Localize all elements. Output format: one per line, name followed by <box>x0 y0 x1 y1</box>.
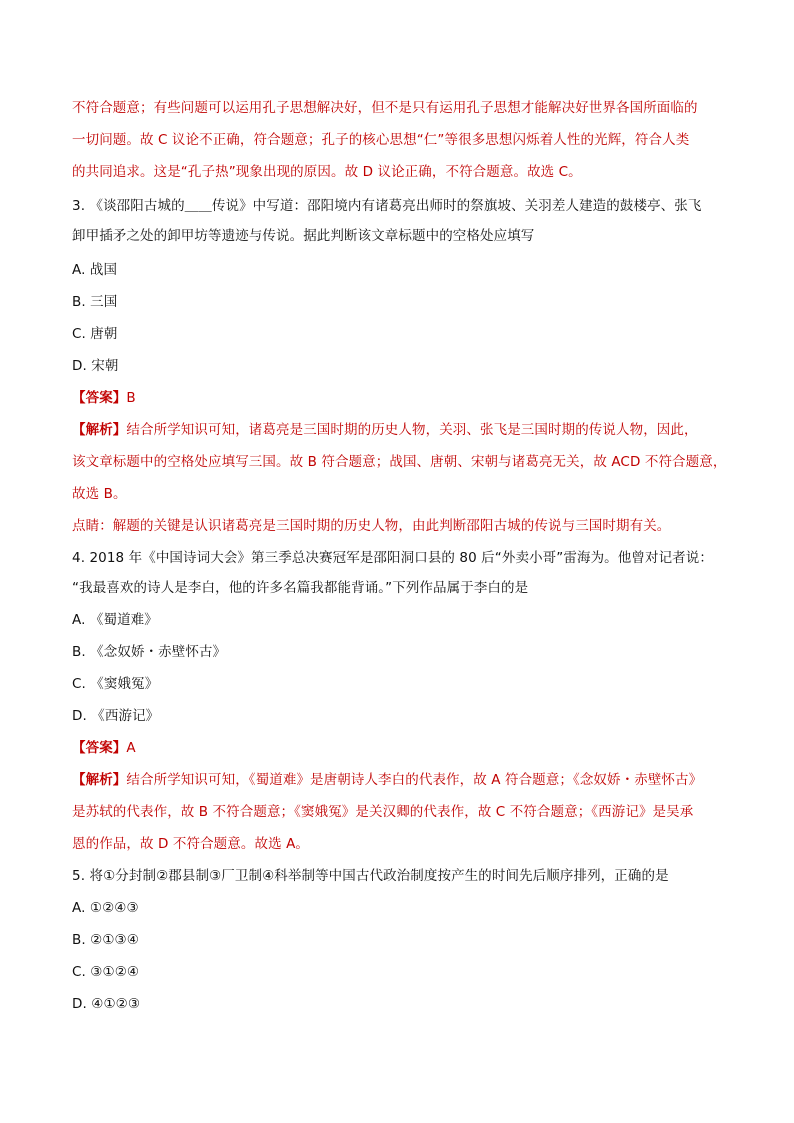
analysis-text: 结合所学知识可知，诸葛亮是三国时期的历史人物，关羽、张飞是三国时期的传说人物，因此， <box>126 422 698 438</box>
question-stem: 4. 2018 年《中国诗词大会》第三季总决赛冠军是邵阳洞口县的 80 后“外卖小哥”雷海为。他曾对记者说： <box>72 550 713 566</box>
analysis-label: 【解析】 <box>72 772 127 788</box>
answer-line <box>72 388 732 408</box>
analysis-line: 该文章标题中的空格处应填写三国。故 B 符合题意；战国、唐朝、宋朝与诸葛亮无关，故 ACD 不符合题意， <box>72 454 727 470</box>
option-c: C. ③①②④ <box>72 964 140 980</box>
answer-label: 【答案】 <box>72 390 127 406</box>
question-stem: 3. 《谈邵阳古城的＿＿传说》中写道：邵阳境内有诸葛亮出师时的祭旗坡、关羽差人建造的鼓楼亭、张飞 <box>72 198 702 214</box>
question-stem: “我最喜欢的诗人是李白，他的许多名篇我都能背诵。”下列作品属于李白的是 <box>72 580 529 596</box>
option-c: C. 《窦娥冤》 <box>72 676 159 692</box>
answer-line <box>72 738 732 758</box>
option-c: C. 唐朝 <box>72 326 118 342</box>
answer-value: B <box>126 390 136 406</box>
analysis-line: 是苏轼的代表作，故 B 不符合题意；《窦娥冤》是关汉卿的代表作，故 C 不符合题意；《西游记》是吴承 <box>72 804 694 820</box>
option-b: B. 三国 <box>72 294 118 310</box>
analysis-line <box>72 420 732 440</box>
analysis-line: 不符合题意；有些问题可以运用孔子思想解决好，但不是只有运用孔子思想才能解决好世界各国所面临的 <box>72 100 698 116</box>
question-stem: 5. 将①分封制②郡县制③厂卫制④科举制等中国古代政治制度按产生的时间先后顺序排列，正确的是 <box>72 868 669 884</box>
question-stem: 卸甲插矛之处的卸甲坊等遗迹与传说。据此判断该文章标题中的空格处应填写 <box>72 228 535 244</box>
option-d: D. 《西游记》 <box>72 708 160 724</box>
answer-value: A <box>126 740 136 756</box>
option-d: D. ④①②③ <box>72 996 141 1012</box>
analysis-line <box>72 770 732 790</box>
option-d: D. 宋朝 <box>72 358 119 374</box>
option-a: A. 战国 <box>72 262 118 278</box>
analysis-label: 【解析】 <box>72 422 127 438</box>
option-a: A. ①②④③ <box>72 900 139 916</box>
analysis-line: 恩的作品，故 D 不符合题意。故选 A。 <box>72 836 310 852</box>
analysis-line: 故选 B。 <box>72 486 127 502</box>
analysis-text: 结合所学知识可知，《蜀道难》是唐朝诗人李白的代表作，故 A 符合题意；《念奴娇・赤壁怀古》 <box>126 772 703 788</box>
option-a: A. 《蜀道难》 <box>72 612 158 628</box>
analysis-line: 一切问题。故 C 议论不正确，符合题意；孔子的核心思想“仁”等很多思想闪烁着人性的光辉，符合人类 <box>72 132 690 148</box>
option-b: B. ②①③④ <box>72 932 139 948</box>
analysis-line: 的共同追求。这是“孔子热”现象出现的原因。故 D 议论正确，不符合题意。故选 C。 <box>72 164 582 180</box>
option-b: B. 《念奴娇・赤壁怀古》 <box>72 644 227 660</box>
answer-label: 【答案】 <box>72 740 127 756</box>
note-line: 点睛：解题的关键是认识诸葛亮是三国时期的历史人物，由此判断邵阳古城的传说与三国时期有关。 <box>72 518 671 534</box>
